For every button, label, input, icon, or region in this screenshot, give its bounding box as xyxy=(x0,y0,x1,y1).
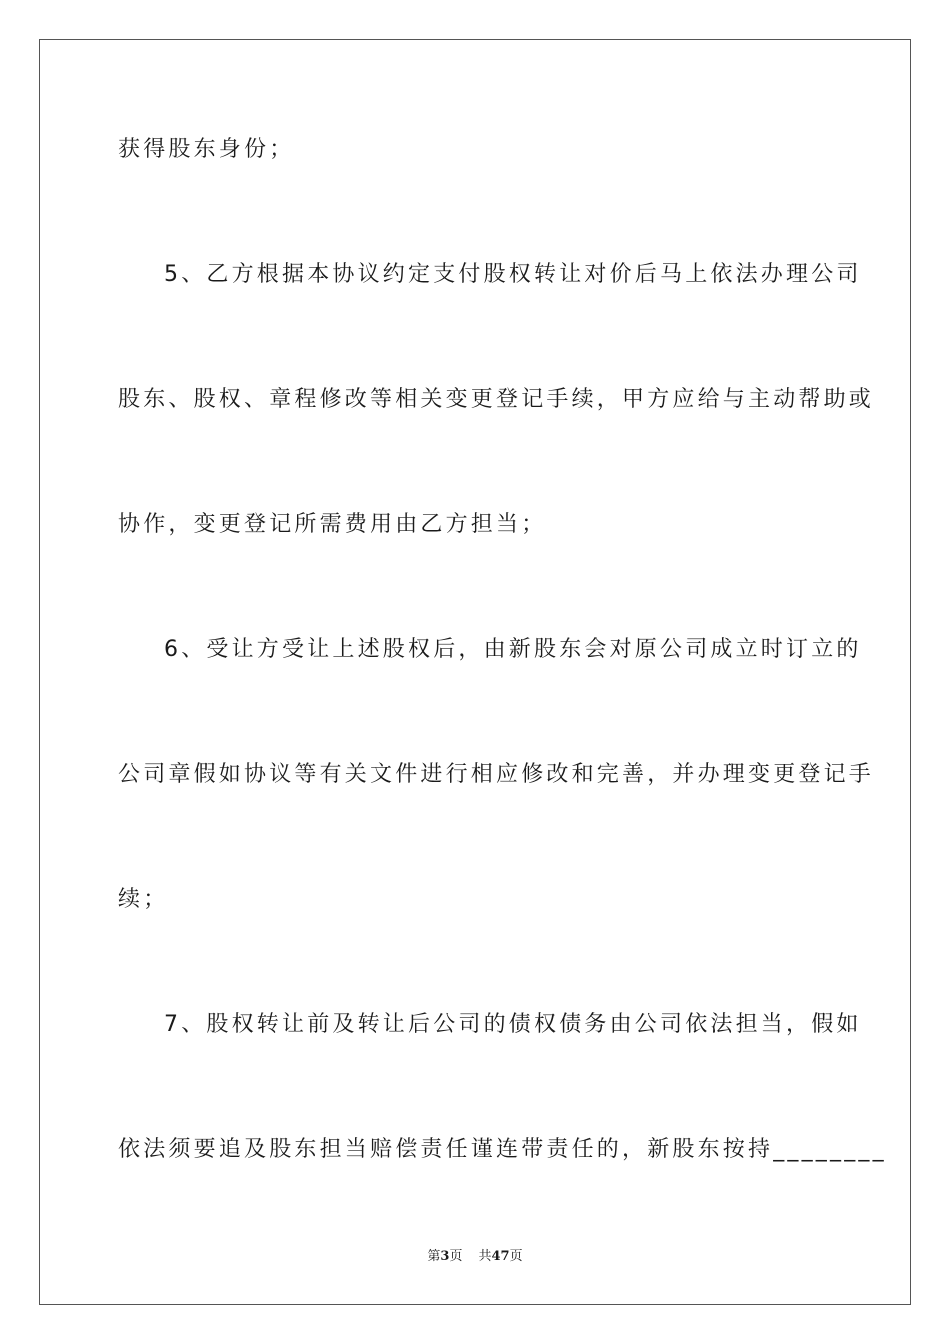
body-line: 协作，变更登记所需费用由乙方担当； xyxy=(118,512,547,537)
body-line: 获得股东身份； xyxy=(118,137,295,162)
body-line: 7、股权转让前及转让后公司的债权债务由公司依法担当，假如 xyxy=(164,1012,862,1037)
body-line: 6、受让方受让上述股权后，由新股东会对原公司成立时订立的 xyxy=(164,637,862,662)
page-prefix: 第 xyxy=(427,1249,441,1264)
body-line: 股东、股权、章程修改等相关变更登记手续，甲方应给与主动帮助或 xyxy=(118,387,875,412)
total-suffix: 页 xyxy=(509,1249,523,1264)
body-line: 公司章假如协议等有关文件进行相应修改和完善，并办理变更登记手 xyxy=(118,762,875,787)
total-prefix: 共 xyxy=(478,1249,492,1264)
page-suffix: 页 xyxy=(449,1249,463,1264)
total-pages: 47 xyxy=(491,1249,510,1264)
page-border xyxy=(39,39,911,1305)
page-number: 3 xyxy=(440,1249,450,1264)
body-line: 续； xyxy=(118,887,169,912)
page-footer xyxy=(0,1249,950,1265)
body-line: 5、乙方根据本协议约定支付股权转让对价后马上依法办理公司 xyxy=(164,262,862,287)
body-line: 依法须要追及股东担当赔偿责任谨连带责任的，新股东按持________ xyxy=(118,1137,887,1162)
